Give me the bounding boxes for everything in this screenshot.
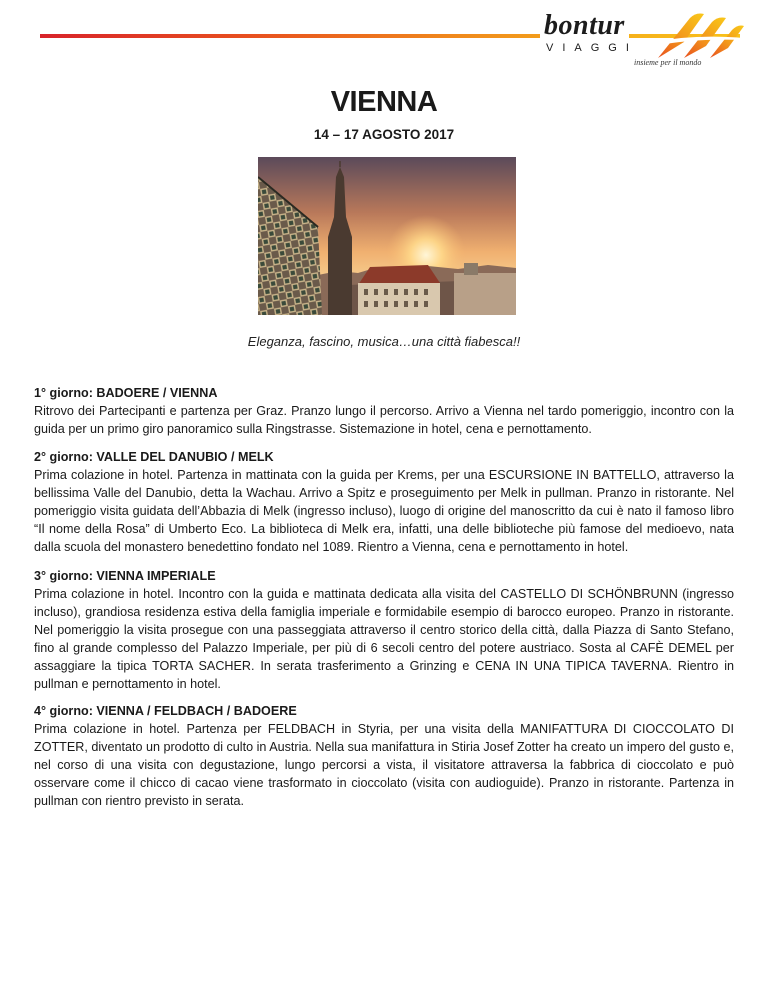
vienna-skyline-photo <box>258 157 516 315</box>
itinerary-day-2 <box>34 448 734 556</box>
page-title: VIENNA <box>330 86 438 118</box>
logo-swoosh-icon <box>654 12 746 60</box>
logo-tagline: insieme per il mondo <box>634 58 702 67</box>
day-heading: 2° giorno: VALLE DEL DANUBIO / MELK <box>34 450 274 464</box>
itinerary-day-1 <box>34 384 734 438</box>
day-heading: 1° giorno: BADOERE / VIENNA <box>34 386 218 400</box>
day-description: Prima colazione in hotel. Partenza per FELDBACH in Styria, per una visita della MANIFATTURA DI CIOCCOLATO DI ZOTTER, diventato un prodotto di culto in Austria. Nella sua manifattura in Stiria Josef Zotter ha creato un impero del gusto e, nel corso di una visita con degustazione, lungo percorsi a vista, il visitatore attraversa la fabbrica di cioccolato e può osservare come il chicco di cacao viene trasformato in cioccolato (visita con audioguide). Pranzo in ristorante. Partenza in pullman con rientro previsto in serata. <box>34 722 735 808</box>
itinerary-day-4 <box>34 702 734 810</box>
vienna-sunset-image <box>258 157 516 315</box>
day-description: Prima colazione in hotel. Incontro con la guida e mattinata dedicata alla visita del CASTELLO DI SCHÖNBRUNN (ingresso incluso), grandiosa residenza estiva della famiglia imperiale e formidabile esempio di barocco europeo. Pranzo in ristorante. Nel pomeriggio la visita prosegue con una passeggiata attraverso il centro storico della città, dalla Piazza di Santo Stefano, fino al grande complesso del Palazzo Imperiale, per più di 6 secoli centro del potere austriaco. Sosta al CAFÈ DEMEL per assaggiare la tipica TORTA SACHER. In serata trasferimento a Grinzing e CENA IN UNA TIPICA TAVERNA. Rientro in pullman e pernottamento in hotel. <box>34 587 734 691</box>
day-heading: 3° giorno: VIENNA IMPERIALE <box>34 569 216 583</box>
day-heading: 4° giorno: VIENNA / FELDBACH / BADOERE <box>34 704 297 718</box>
day-description: Ritrovo dei Partecipanti e partenza per Graz. Pranzo lungo il percorso. Arrivo a Vienna nel tardo pomeriggio, incontro con la guida per un primo giro panoramico sulla Ringstrasse. Sistemazione in hotel, cena e pernottamento. <box>34 404 734 436</box>
image-caption: Eleganza, fascino, musica…una città fiabesca!! <box>247 334 521 349</box>
logo-wordmark: bontur <box>540 12 629 40</box>
day-description: Prima colazione in hotel. Partenza in mattinata con la guida per Krems, per una ESCURSIONE IN BATTELLO, attraverso la bellissima Valle del Danubio, detta la Wachau. Arrivo a Spitz e proseguimento per Melk in pullman. Pranzo in ristorante. Nel pomeriggio visita guidata dell’Abbazia di Melk (ingresso incluso), luogo di origine del manoscritto da cui è nato il famoso libro “Il nome della Rosa” di Umberto Eco. La biblioteca di Melk era, infatti, una delle biblioteche più famose del medioevo, nata dalla scuola del monastero benedettino fondato nel 1089. Rientro a Vienna, cena e pernottamento in hotel. <box>34 468 734 554</box>
bontur-logo <box>536 8 751 70</box>
logo-subtitle: VIAGGI <box>546 42 638 54</box>
trip-dates: 14 – 17 AGOSTO 2017 <box>313 127 455 142</box>
itinerary-day-3 <box>34 567 734 693</box>
